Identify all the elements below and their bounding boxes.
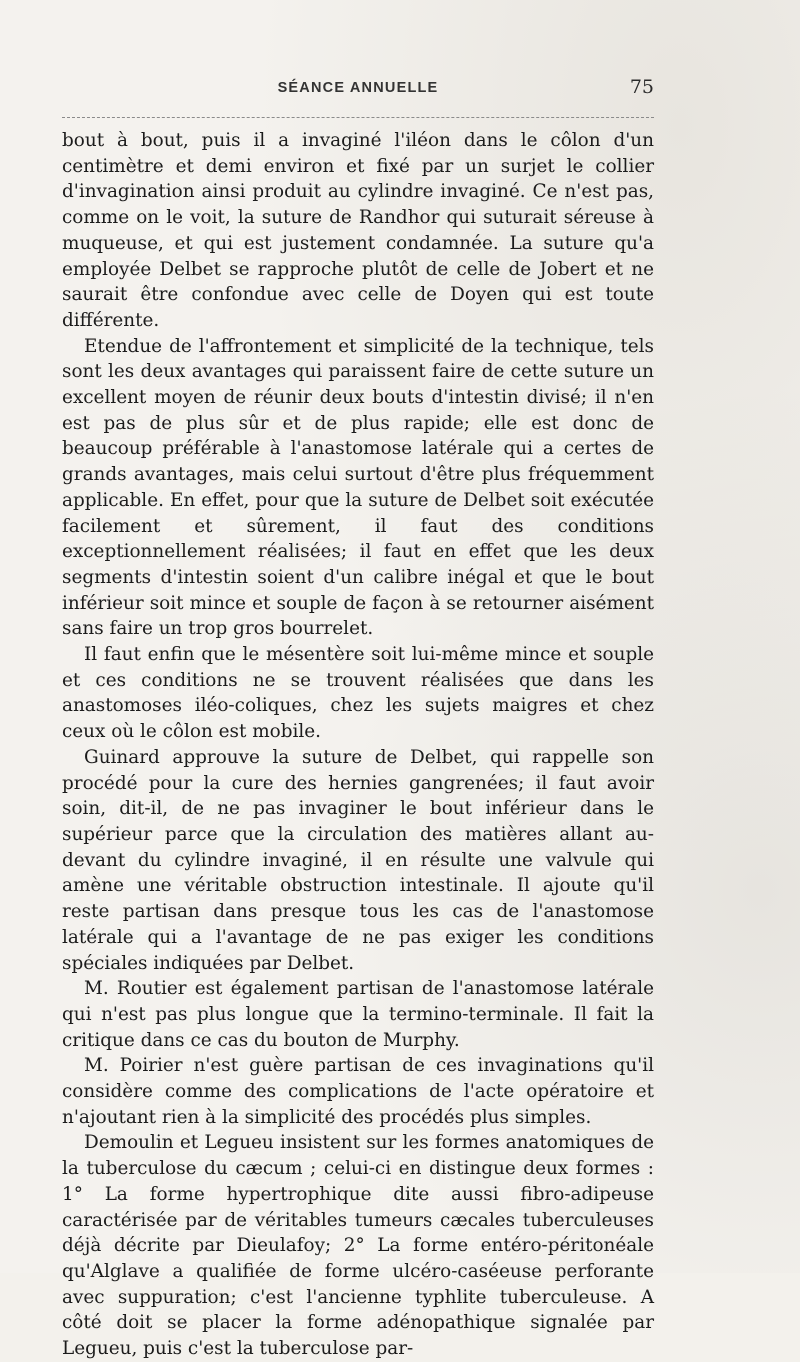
paragraph-2: Etendue de l'affrontement et simplicité de la technique, tels sont les deux avantages qui paraissent faire de cette suture un excellent moyen de réunir deux bouts d'intestin divisé; il n'en est pas de plus sûr et de plus rapide; elle est donc de beaucoup préférable à l'anastomose latérale qui a certes de grands avantages, mais celui surtout d'être plus fréquemment applicable. En effet, pour que la suture de Delbet soit exécutée facilement et sûrement, il faut des conditions exceptionnellement réalisées; il faut en effet que les deux segments d'intestin soient d'un calibre inégal et que le bout inférieur soit mince et souple de façon à se retourner aisément sans faire un trop gros bourrelet. xyxy=(62,335,654,640)
paragraph-7: Demoulin et Legueu insistent sur les formes anatomiques de la tuberculose du cæcum ; celui-ci en distingue deux formes : 1° La forme hypertrophique dite aussi fibro-adipeuse caractérisée par de véritables tumeurs cæcales tuberculeuses déjà décrite par Dieulafoy; 2° La forme entéro-péritonéale qu'Alglave a qualifiée de forme ulcéro-caséeuse perforante avec suppuration; c'est l'ancienne typhlite tuberculeuse. A côté doit se placer la forme adénopathique signalée par Legueu, puis c'est la tuberculose par- xyxy=(62,1132,654,1360)
body-text xyxy=(62,128,654,1362)
header-rule xyxy=(62,117,654,118)
page-header xyxy=(62,76,654,102)
paragraph-6: M. Poirier n'est guère partisan de ces invaginations qu'il considère comme des complications de l'acte opératoire et n'ajoutant rien à la simplicité des procédés plus simples. xyxy=(62,1055,654,1128)
paragraph-5: M. Routier est également partisan de l'anastomose latérale qui n'est pas plus longue que la termino-terminale. Il fait la critique dans ce cas du bouton de Murphy. xyxy=(62,978,654,1051)
paragraph-3: Il faut enfin que le mésentère soit lui-même mince et souple et ces conditions ne se trouvent réalisées que dans les anastomoses iléo-coliques, chez les sujets maigres et chez ceux où le côlon est mobile. xyxy=(62,644,654,743)
page-number: 75 xyxy=(629,76,654,98)
running-head: SÉANCE ANNUELLE xyxy=(277,80,439,96)
paragraph-1: bout à bout, puis il a invaginé l'iléon dans le côlon d'un centimètre et demi environ et fixé par un surjet le collier d'invagination ainsi produit au cylindre invaginé. Ce n'est pas, comme on le voit, la suture de Randhor qui suturait séreuse à muqueuse, et qui est justement condamnée. La suture qu'a employée Delbet se rapproche plutôt de celle de Jobert et ne saurait être confondue avec celle de Doyen qui est toute différente. xyxy=(62,130,654,331)
paragraph-4: Guinard approuve la suture de Delbet, qui rappelle son procédé pour la cure des hernies gangrenées; il faut avoir soin, dit-il, de ne pas invaginer le bout inférieur dans le supérieur parce que la circulation des matières allant au-devant du cylindre invaginé, il en résulte une valvule qui amène une véritable obstruction intestinale. Il ajoute qu'il reste partisan dans presque tous les cas de l'anastomose latérale qui a l'avantage de ne pas exiger les conditions spéciales indiquées par Delbet. xyxy=(62,746,654,974)
